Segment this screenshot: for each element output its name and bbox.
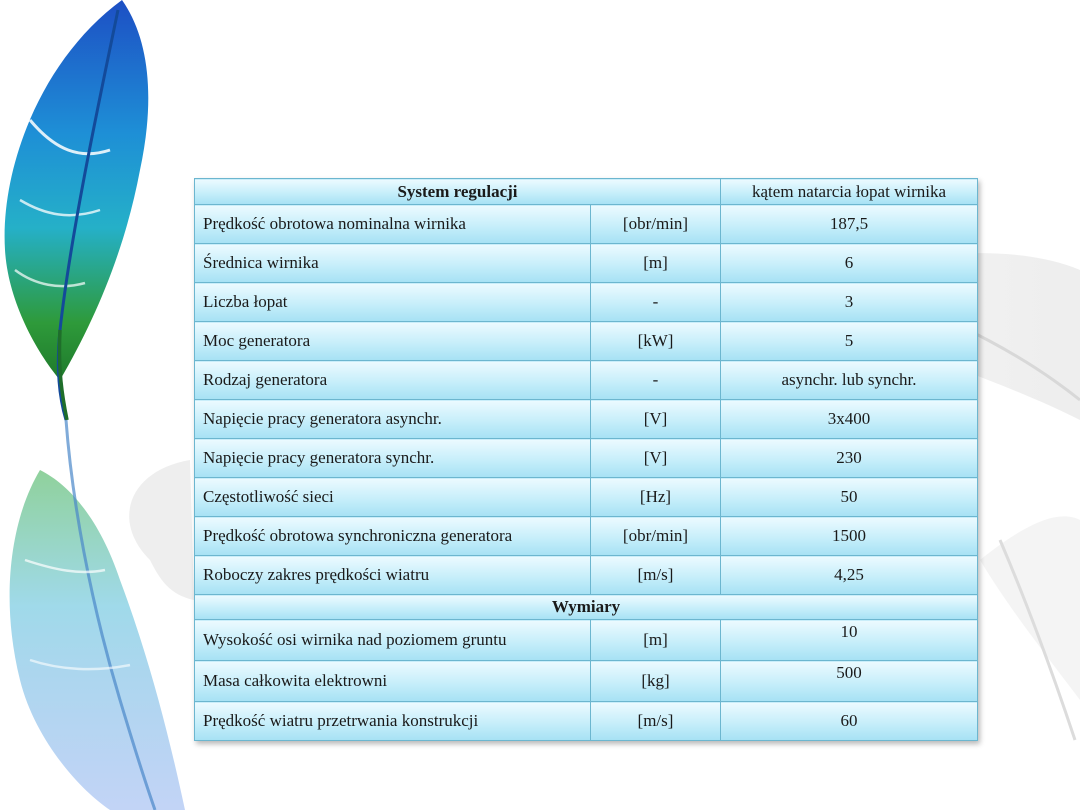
- value-cell: 5: [721, 322, 978, 361]
- param-cell: Prędkość obrotowa synchroniczna generatora: [195, 517, 591, 556]
- param-cell: Napięcie pracy generatora asynchr.: [195, 400, 591, 439]
- param-cell: Moc generatora: [195, 322, 591, 361]
- param-cell: Masa całkowita elektrowni: [195, 661, 591, 702]
- param-cell: Średnica wirnika: [195, 244, 591, 283]
- unit-cell: [m/s]: [591, 702, 721, 741]
- param-cell: Prędkość wiatru przetrwania konstrukcji: [195, 702, 591, 741]
- param-cell: Liczba łopat: [195, 283, 591, 322]
- table-row: [195, 517, 978, 556]
- value-cell: 3: [721, 283, 978, 322]
- table-row: [195, 620, 978, 661]
- section-header-row: [195, 595, 978, 620]
- header-value: kątem natarcia łopat wirnika: [721, 179, 978, 205]
- value-cell: asynchr. lub synchr.: [721, 361, 978, 400]
- section-title: Wymiary: [195, 595, 978, 620]
- unit-cell: [obr/min]: [591, 517, 721, 556]
- table-header-row: [195, 179, 978, 205]
- unit-cell: [m]: [591, 244, 721, 283]
- unit-cell: [m]: [591, 620, 721, 661]
- table-row: [195, 556, 978, 595]
- unit-cell: -: [591, 283, 721, 322]
- value-cell: 10: [721, 620, 978, 661]
- param-cell: Rodzaj generatora: [195, 361, 591, 400]
- value-cell: 3x400: [721, 400, 978, 439]
- table-row: [195, 361, 978, 400]
- unit-cell: [V]: [591, 400, 721, 439]
- value-cell: 50: [721, 478, 978, 517]
- value-cell: 1500: [721, 517, 978, 556]
- specification-table: [194, 178, 978, 741]
- table-row: [195, 702, 978, 741]
- unit-cell: [kg]: [591, 661, 721, 702]
- param-cell: Roboczy zakres prędkości wiatru: [195, 556, 591, 595]
- value-cell: 60: [721, 702, 978, 741]
- table-row: [195, 478, 978, 517]
- param-cell: Wysokość osi wirnika nad poziomem gruntu: [195, 620, 591, 661]
- unit-cell: -: [591, 361, 721, 400]
- table-row: [195, 322, 978, 361]
- table-row: [195, 661, 978, 702]
- value-cell: 500: [721, 661, 978, 702]
- value-cell: 230: [721, 439, 978, 478]
- unit-cell: [m/s]: [591, 556, 721, 595]
- table-row: [195, 283, 978, 322]
- table-row: [195, 205, 978, 244]
- unit-cell: [kW]: [591, 322, 721, 361]
- param-cell: Prędkość obrotowa nominalna wirnika: [195, 205, 591, 244]
- value-cell: 4,25: [721, 556, 978, 595]
- unit-cell: [V]: [591, 439, 721, 478]
- value-cell: 6: [721, 244, 978, 283]
- value-cell: 187,5: [721, 205, 978, 244]
- table-row: [195, 439, 978, 478]
- table-row: [195, 244, 978, 283]
- param-cell: Napięcie pracy generatora synchr.: [195, 439, 591, 478]
- table-row: [195, 400, 978, 439]
- param-cell: Częstotliwość sieci: [195, 478, 591, 517]
- header-title: System regulacji: [195, 179, 721, 205]
- unit-cell: [obr/min]: [591, 205, 721, 244]
- unit-cell: [Hz]: [591, 478, 721, 517]
